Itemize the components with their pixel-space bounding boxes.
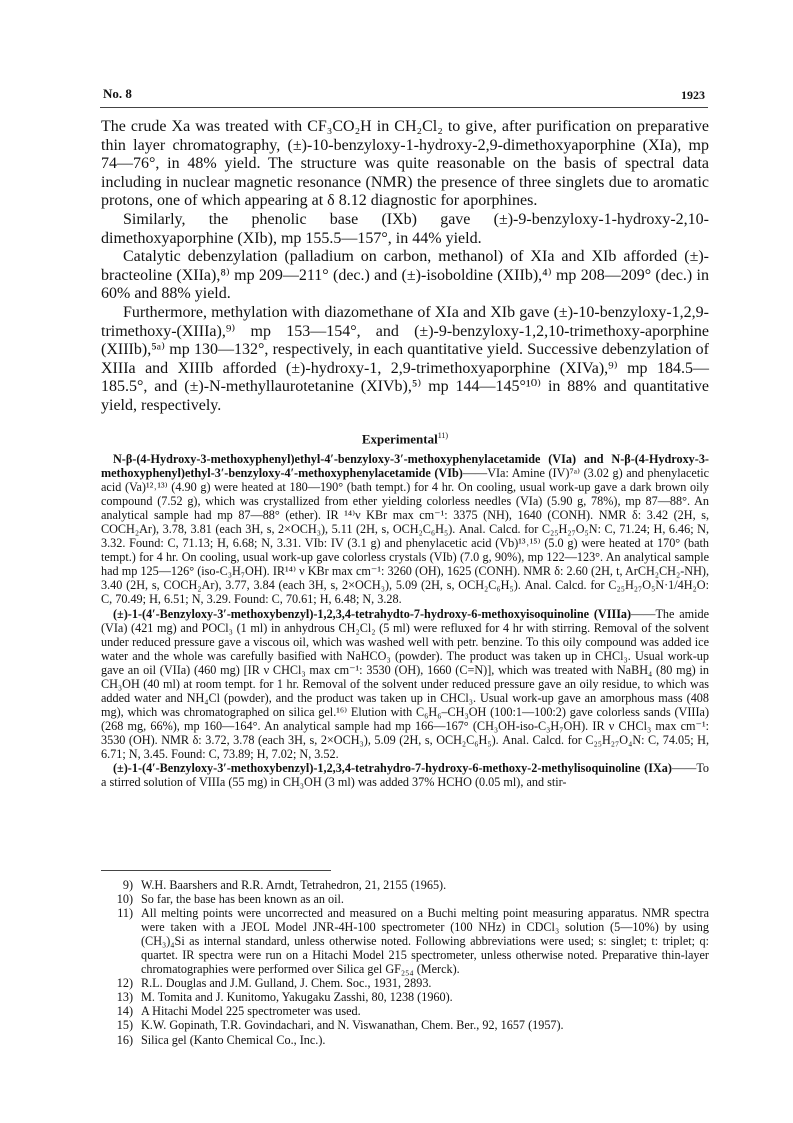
compound-heading: (±)-1-(4′-Benzyloxy-3′-methoxybenzyl)-1,2,3,4-tetrahydro-7-hydroxy-6-methoxy-2-methylisoquinoline (IXa) [113, 761, 672, 776]
issue-number: No. 8 [103, 86, 132, 101]
compound-heading: N-β-(4-Hydroxy-3-methoxyphenyl)ethyl-4′-benzyloxy-3′-methoxyphenylacetamide (VIa) and N-β-(4-Hydroxy-3-methoxyphenyl)ethyl-3′-benzyloxy-4′-methoxyphenylacetamide (VIb) [101, 452, 709, 481]
experimental-heading-text: Experimental [361, 431, 438, 447]
procedure-text: ——To a stirred solution of VIIIa (55 mg) in CH₃OH (3 ml) was added 37% HCHO (0.05 ml), and stir- [101, 761, 709, 790]
procedure-text: ——The amide (VIa) (421 mg) and POCl₃ (1 ml) in anhydrous CH₂Cl₂ (5 ml) were refluxed for 4 hr with stirring. Removal of the solvent under reduced pressure gave a viscous oil, which was washed well with petr. benzine. To this oily compound was added ice water and the whole was carefully basified with NaHCO₃ (powder). The product was taken up in CHCl₃. Usual work-up gave an oil (VIIa) (460 mg) [IR ν CHCl₃ max cm⁻¹: 3530 (OH), 1660 (C=N)], which was treated with NaBH₄ (80 mg) in CH₃OH (40 ml) at room tempt. for 1 hr. Removal of the solvent under reduced pressure gave an oily residue, to which was added water and NH₄Cl (powder), and the product was taken up in CHCl₃. Usual work-up gave an amorphous mass (408 mg), which was chromatographed on silica gel.¹⁶⁾ Elution with C₆H₆–CH₃OH (100:1—100:2) gave colorless sands (VIIIa) (268 mg, 66%), mp 160—164°. An analytical sample had mp 166—167° (CH₃OH-iso-C₃H₇OH). IR ν CHCl₃ max cm⁻¹: 3530 (OH). NMR δ: 3.72, 3.78 (each 3H, s, 2×OCH₃), 5.09 (2H, s, OCH₂C₆H₅). Anal. Calcd. for C₂₅H₂₇O₄N: C, 74.05; H, 6.71; N, 3.45. Found: C, 73.89; H, 7.02; N, 3.52. [101, 606, 709, 761]
footnote-number: 13) [116, 990, 133, 1005]
procedure-text: ——VIa: Amine (IV)⁷ᵃ⁾ (3.02 g) and phenylacetic acid (Va)¹²˒¹³⁾ (4.90 g) were heated at 180—190° (bath tempt.) for 4 hr. On cooling, usual work-up gave a dark brown oily compound (7.52 g), which was crystallized from ether yielding colorless needles (VIa) (5.90 g, 78%), mp 87—88°. An analytical sample had mp 87—88° (ether). IR ¹⁴⁾ν KBr max cm⁻¹: 3375 (NH), 1640 (CONH). NMR δ: 3.42 (2H, s, COCH₂Ar), 3.78, 3.81 (each 3H, s, 2×OCH₃), 5.11 (2H, s, OCH₂C₆H₅). Anal. Calcd. for C₂₅H₂₇O₅N: C, 71.24; H, 6.46; N, 3.32. Found: C, 71.13; H, 6.68; N, 3.31. VIb: IV (3.1 g) and phenylacetic acid (Vb)¹³˒¹⁵⁾ (5.0 g) were heated at 170° (bath tempt.) for 4 hr. On cooling, usual work-up gave colorless crystals (VIb) (7.0 g, 90%), mp 122—123°. An analytical sample had mp 125—126° (iso-C₃H₇OH). IR¹⁴⁾ ν KBr max cm⁻¹: 3260 (OH), 1625 (CONH). NMR δ: 2.60 (2H, t, ArCH₂CH₂-NH), 3.40 (2H, s, COCH₂Ar), 3.77, 3.84 (each 3H, s, 2×OCH₃), 5.09 (2H, s, OCH₂C₆H₅). Anal. Calcd. for C₂₅H₂₇O₅N·1/4H₂O: C, 70.49; H, 6.51; N, 3.29. Found: C, 70.61; H, 6.48; N, 3.28. [101, 466, 710, 607]
footnote-text: All melting points were uncorrected and measured on a Buchi melting point measuring apparatus. NMR spectra were taken with a JEOL Model JNR-4H-100 spectrometer (100 NHz) in CDCl₃ solution (5—10%) by using (CH₃)₄Si as internal standard, unless otherwise noted. Following abbreviations were used; s: singlet; t: triplet; q: quartet. IR spectra were run on a Hitachi Model 215 spectrometer, unless otherwise noted. Preparative thin-layer chromatographies were performed over Silica gel GF₂₅₄ (Merck). [141, 906, 709, 977]
footnote-text: M. Tomita and J. Kunitomo, Yakugaku Zasshi, 80, 1238 (1960). [141, 990, 453, 1005]
footnote-text: K.W. Gopinath, T.R. Govindachari, and N. Viswanathan, Chem. Ber., 92, 1657 (1957). [141, 1018, 564, 1033]
footnote-number: 16) [116, 1032, 133, 1047]
intro-text [101, 118, 709, 416]
experimental-footnote-ref: 11) [437, 431, 449, 440]
footnote [101, 1004, 709, 1018]
experimental-paragraph [101, 607, 709, 762]
footnote [101, 1018, 709, 1032]
footnote [101, 892, 709, 906]
footnote [101, 878, 709, 892]
footnote-number: 10) [116, 892, 133, 907]
footnote-number: 9) [122, 878, 133, 892]
footnote-text: A Hitachi Model 225 spectrometer was used. [141, 1004, 361, 1019]
intro-paragraph: The crude Xa was treated with CF₃CO₂H in CH₂Cl₂ to give, after purification on preparative thin layer chromatography, (±)-10-benzyloxy-1-hydroxy-2,9-dimethoxyaporphine (XIa), mp 74—76°, in 48% yield. The structure was quite reasonable on the basis of spectral data including in nuclear magnetic resonance (NMR) the presence of three singlets due to aromatic protons, one of which appearing at δ 8.12 diagnostic for aporphines. [101, 118, 709, 210]
footnote [101, 976, 709, 990]
intro-paragraph: Similarly, the phenolic base (IXb) gave (±)-9-benzyloxy-1-hydroxy-2,10-dimethoxyaporphine (XIb), mp 155.5—157°, in 44% yield. [101, 210, 709, 247]
experimental-section [101, 452, 709, 789]
footnotes [101, 878, 709, 1047]
compound-heading: (±)-1-(4′-Benzyloxy-3′-methoxybenzyl)-1,2,3,4-tetrahydto-7-hydroxy-6-methoxyisoquinoline (VIIIa) [113, 606, 632, 621]
footnote [101, 906, 709, 976]
footnote-text: R.L. Douglas and J.M. Gulland, J. Chem. Soc., 1931, 2893. [141, 976, 432, 991]
footnote-text: W.H. Baarshers and R.R. Arndt, Tetrahedron, 21, 2155 (1965). [141, 878, 447, 892]
experimental-heading [101, 431, 709, 447]
footnote-number: 12) [116, 976, 133, 991]
footnote-text: Silica gel (Kanto Chemical Co., Inc.). [141, 1032, 326, 1047]
page-number: 1923 [681, 88, 705, 102]
footnote-number: 15) [116, 1018, 133, 1033]
footnote-text: So far, the base has been known as an oil. [141, 892, 344, 907]
intro-paragraph: Furthermore, methylation with diazomethane of XIa and XIb gave (±)-10-benzyloxy-1,2,9-trimethoxy-(XIIIa),⁹⁾ mp 153—154°, and (±)-9-benzyloxy-1,2,10-trimethoxy-aporphine (XIIIb),⁵ᵃ⁾ mp 130—132°, respectively, in each quantitative yield. Successive debenzylation of XIIIa and XIIIb afforded (±)-hydroxy-1, 2,9-trimethoxyaporphine (XIVa),⁹⁾ mp 184.5—185.5°, and (±)-N-methyllaurotetanine (XIVb),⁵⁾ mp 144—145°¹⁰⁾ in 88% and quantitative yield, respectively. [101, 303, 709, 414]
intro-paragraph: Catalytic debenzylation (palladium on carbon, methanol) of XIa and XIb afforded (±)-bracteoline (XIIa),⁸⁾ mp 209—211° (dec.) and (±)-isoboldine (XIIb),⁴⁾ mp 208—209° (dec.) in 60% and 88% yield. [101, 248, 709, 303]
footnote-number: 14) [116, 1004, 133, 1019]
footnote [101, 1033, 709, 1047]
footnote [101, 990, 709, 1004]
experimental-paragraph [101, 452, 709, 607]
footnote-number: 11) [117, 906, 133, 921]
experimental-paragraph [101, 761, 709, 789]
header-divider [100, 107, 708, 108]
footnote-divider [101, 870, 331, 871]
